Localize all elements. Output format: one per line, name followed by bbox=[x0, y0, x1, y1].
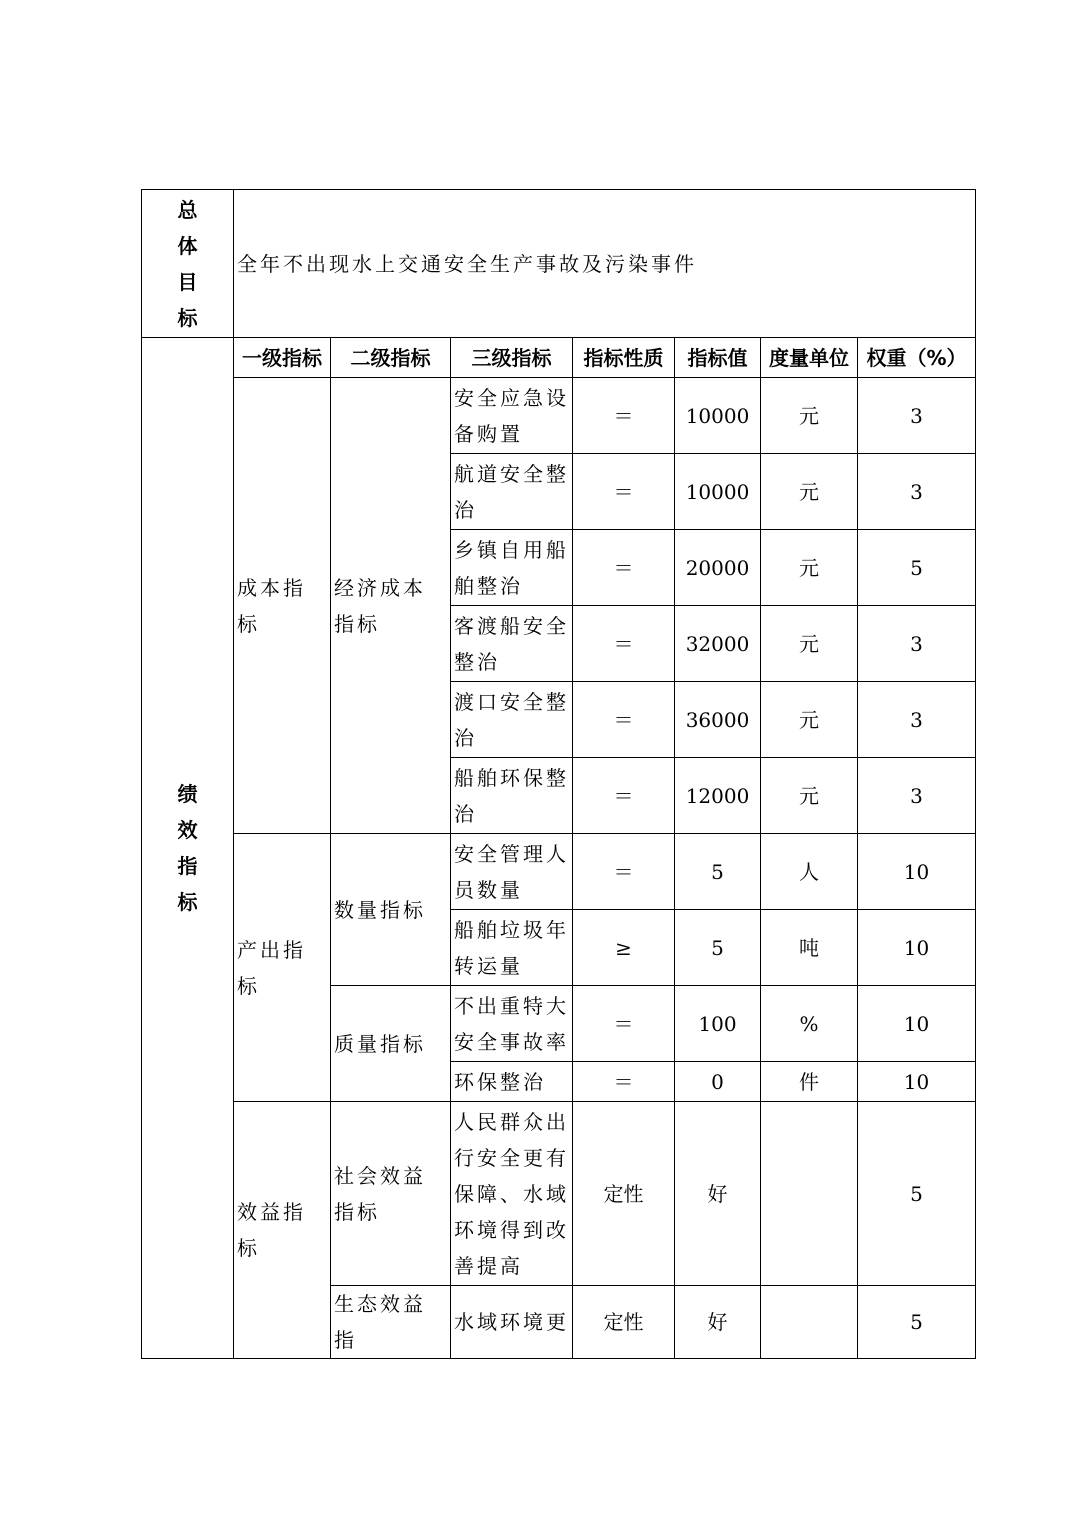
subgroup-economic-cost: 经济成本指标 bbox=[331, 378, 451, 834]
nature-cell: ＝ bbox=[573, 758, 675, 834]
unit-cell: 元 bbox=[761, 454, 858, 530]
weight-cell: 3 bbox=[858, 682, 976, 758]
subgroup-social-benefit: 社会效益指标 bbox=[331, 1102, 451, 1286]
unit-cell: 吨 bbox=[761, 910, 858, 986]
unit-cell: 元 bbox=[761, 758, 858, 834]
weight-cell: 3 bbox=[858, 606, 976, 682]
nature-cell: ＝ bbox=[573, 530, 675, 606]
indicator-cell: 船舶垃圾年转运量 bbox=[451, 910, 573, 986]
value-cell: 10000 bbox=[675, 378, 761, 454]
unit-cell bbox=[761, 1286, 858, 1359]
weight-cell: 10 bbox=[858, 834, 976, 910]
value-cell: 32000 bbox=[675, 606, 761, 682]
header-weight: 权重（%） bbox=[858, 338, 976, 378]
weight-cell: 3 bbox=[858, 454, 976, 530]
weight-cell: 10 bbox=[858, 1062, 976, 1102]
unit-cell: 元 bbox=[761, 682, 858, 758]
nature-cell: ＝ bbox=[573, 682, 675, 758]
value-cell: 36000 bbox=[675, 682, 761, 758]
unit-cell: 元 bbox=[761, 606, 858, 682]
value-cell: 好 bbox=[675, 1102, 761, 1286]
nature-cell: 定性 bbox=[573, 1102, 675, 1286]
weight-cell: 10 bbox=[858, 986, 976, 1062]
indicator-cell: 客渡船安全整治 bbox=[451, 606, 573, 682]
header-level3: 三级指标 bbox=[451, 338, 573, 378]
nature-cell: ＝ bbox=[573, 834, 675, 910]
weight-cell: 3 bbox=[858, 758, 976, 834]
unit-cell: 件 bbox=[761, 1062, 858, 1102]
value-cell: 5 bbox=[675, 910, 761, 986]
indicator-cell: 人民群众出行安全更有保障、水域环境得到改善提高 bbox=[451, 1102, 573, 1286]
indicator-cell: 船舶环保整治 bbox=[451, 758, 573, 834]
indicator-cell: 航道安全整治 bbox=[451, 454, 573, 530]
indicator-cell: 乡镇自用船舶整治 bbox=[451, 530, 573, 606]
nature-cell: ＝ bbox=[573, 1062, 675, 1102]
header-unit: 度量单位 bbox=[761, 338, 858, 378]
nature-cell: ≥ bbox=[573, 910, 675, 986]
indicator-cell: 渡口安全整治 bbox=[451, 682, 573, 758]
overall-goal-label: 总体目标 bbox=[177, 197, 198, 330]
value-cell: 100 bbox=[675, 986, 761, 1062]
overall-goal-label-cell bbox=[142, 190, 234, 338]
nature-cell: ＝ bbox=[573, 986, 675, 1062]
unit-cell: % bbox=[761, 986, 858, 1062]
group-output: 产出指标 bbox=[234, 834, 331, 1102]
performance-table bbox=[141, 189, 976, 1359]
value-cell: 10000 bbox=[675, 454, 761, 530]
value-cell: 5 bbox=[675, 834, 761, 910]
subgroup-quality: 质量指标 bbox=[331, 986, 451, 1102]
nature-cell: ＝ bbox=[573, 378, 675, 454]
subgroup-quantity: 数量指标 bbox=[331, 834, 451, 986]
value-cell: 12000 bbox=[675, 758, 761, 834]
value-cell: 好 bbox=[675, 1286, 761, 1359]
weight-cell: 5 bbox=[858, 1102, 976, 1286]
weight-cell: 5 bbox=[858, 530, 976, 606]
indicator-cell: 安全应急设备购置 bbox=[451, 378, 573, 454]
unit-cell bbox=[761, 1102, 858, 1286]
group-cost: 成本指标 bbox=[234, 378, 331, 834]
unit-cell: 元 bbox=[761, 378, 858, 454]
weight-cell: 3 bbox=[858, 378, 976, 454]
indicator-cell: 安全管理人员数量 bbox=[451, 834, 573, 910]
table-row bbox=[142, 1102, 976, 1286]
unit-cell: 元 bbox=[761, 530, 858, 606]
weight-cell: 5 bbox=[858, 1286, 976, 1359]
value-cell: 20000 bbox=[675, 530, 761, 606]
indicator-cell: 环保整治 bbox=[451, 1062, 573, 1102]
header-nature: 指标性质 bbox=[573, 338, 675, 378]
header-level2: 二级指标 bbox=[331, 338, 451, 378]
nature-cell: 定性 bbox=[573, 1286, 675, 1359]
performance-label: 绩效指标 bbox=[177, 782, 198, 914]
overall-goal-row bbox=[142, 190, 976, 338]
group-benefit: 效益指标 bbox=[234, 1102, 331, 1359]
weight-cell: 10 bbox=[858, 910, 976, 986]
performance-label-cell bbox=[142, 338, 234, 1359]
indicator-cell: 不出重特大安全事故率 bbox=[451, 986, 573, 1062]
value-cell: 0 bbox=[675, 1062, 761, 1102]
overall-goal-text: 全年不出现水上交通安全生产事故及污染事件 bbox=[234, 190, 976, 338]
table-row bbox=[142, 834, 976, 910]
indicator-cell: 水域环境更 bbox=[451, 1286, 573, 1359]
nature-cell: ＝ bbox=[573, 454, 675, 530]
unit-cell: 人 bbox=[761, 834, 858, 910]
table-row bbox=[142, 378, 976, 454]
header-row bbox=[142, 338, 976, 378]
subgroup-eco-benefit: 生态效益指 bbox=[331, 1286, 451, 1359]
nature-cell: ＝ bbox=[573, 606, 675, 682]
header-level1: 一级指标 bbox=[234, 338, 331, 378]
header-value: 指标值 bbox=[675, 338, 761, 378]
